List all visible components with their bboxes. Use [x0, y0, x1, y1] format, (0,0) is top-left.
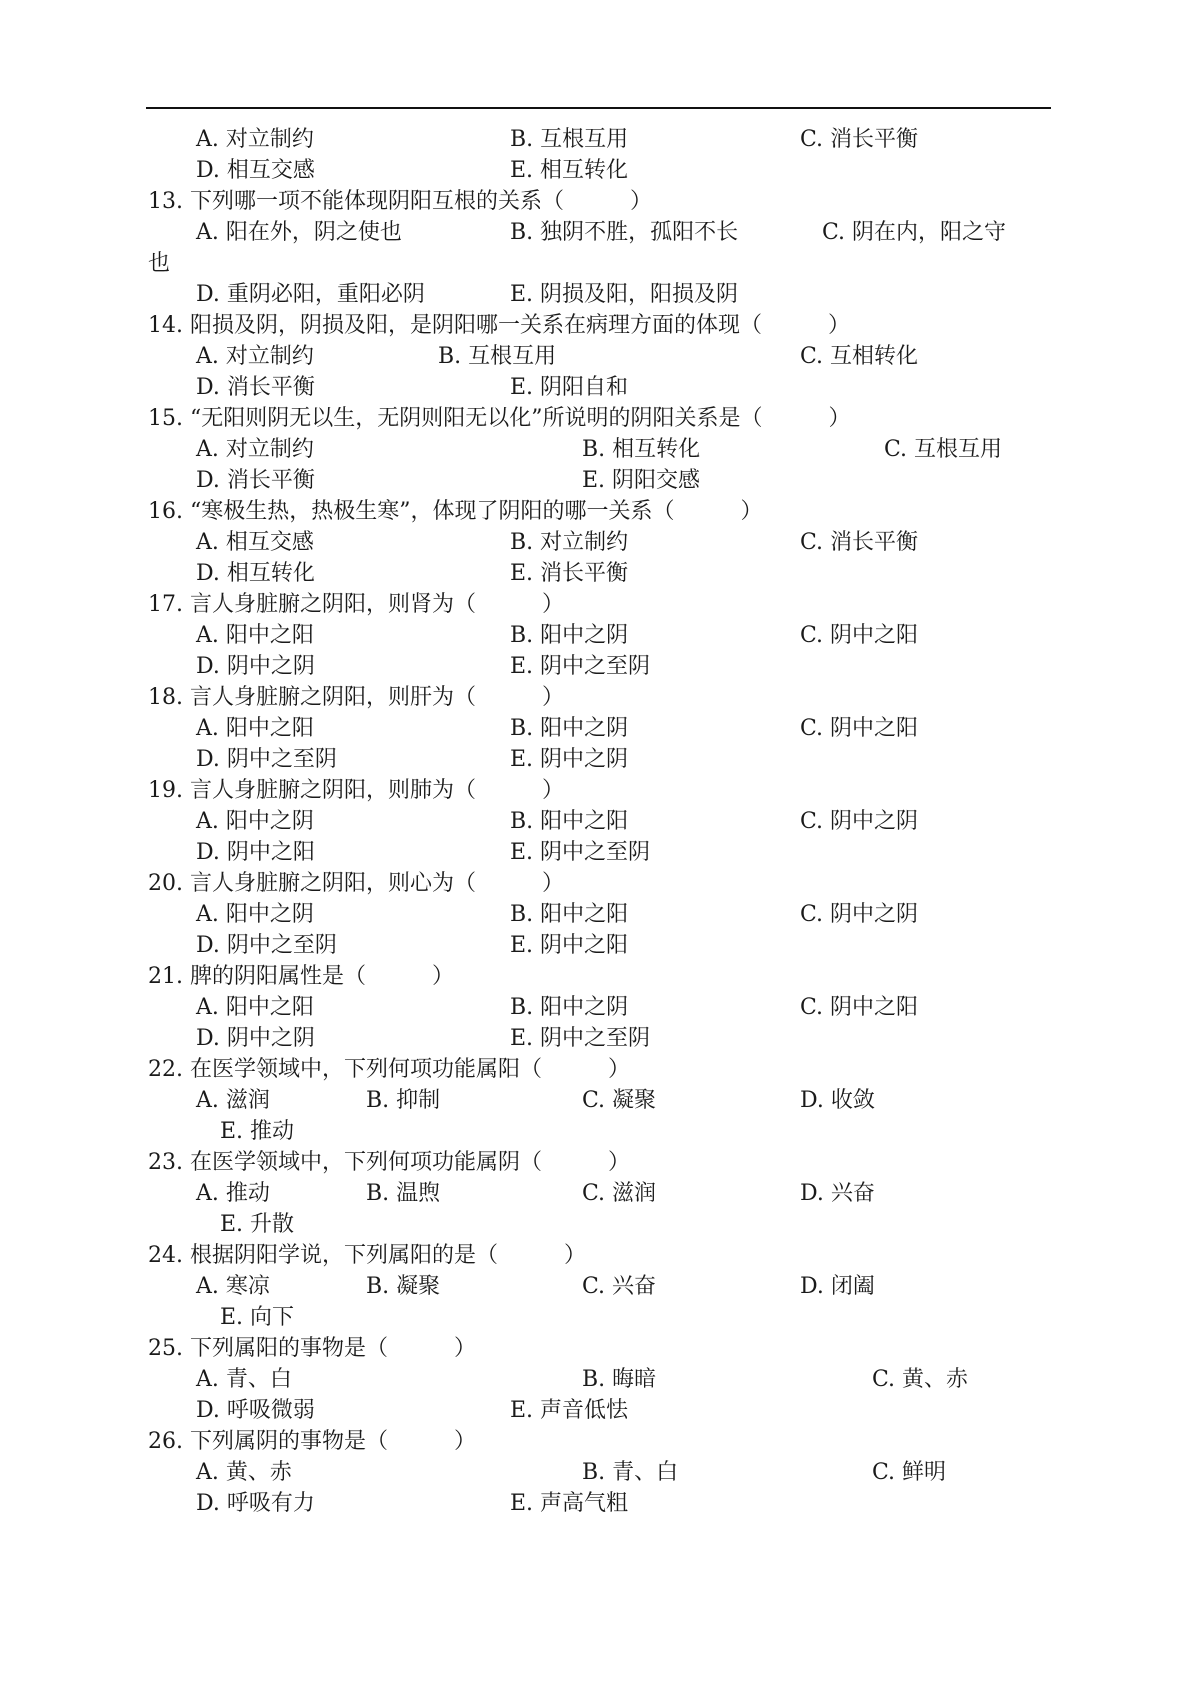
- q16-stem: 16. “寒极生热，热极生寒”，体现了阴阳的哪一关系（ ）: [148, 499, 763, 524]
- q20-option-b: B. 阳中之阳: [510, 902, 629, 927]
- header-rule: [146, 107, 1051, 109]
- q12-option-a: A. 对立制约: [196, 127, 314, 152]
- q22-option-b: B. 抑制: [366, 1088, 441, 1113]
- q14-stem: 14. 阳损及阴，阴损及阳，是阴阳哪一关系在病理方面的体现（ ）: [148, 313, 850, 338]
- q24-option-a: A. 寒凉: [196, 1274, 270, 1299]
- q18-option-d: D. 阴中之至阴: [196, 747, 337, 772]
- q26-option-b: B. 青、白: [582, 1460, 679, 1485]
- q16-option-e: E. 消长平衡: [510, 561, 629, 586]
- q21-option-d: D. 阴中之阴: [196, 1026, 315, 1051]
- q18-option-e: E. 阴中之阴: [510, 747, 629, 772]
- q13-option-c: C. 阴在内，阳之守: [822, 220, 1007, 245]
- q19-option-c: C. 阴中之阴: [800, 809, 919, 834]
- q14-option-e: E. 阴阳自和: [510, 375, 629, 400]
- q20-option-c: C. 阴中之阴: [800, 902, 919, 927]
- q13-option-b: B. 独阴不胜，孤阳不长: [510, 220, 739, 245]
- q22-option-d: D. 收敛: [800, 1088, 875, 1113]
- q20-option-a: A. 阳中之阴: [196, 902, 314, 927]
- q18-option-b: B. 阳中之阴: [510, 716, 629, 741]
- q26-option-e: E. 声高气粗: [510, 1491, 629, 1516]
- q22-option-e: E. 推动: [220, 1119, 295, 1144]
- q26-option-d: D. 呼吸有力: [196, 1491, 315, 1516]
- q12-option-b: B. 互根互用: [510, 127, 629, 152]
- q15-option-e: E. 阴阳交感: [582, 468, 701, 493]
- q12-option-d: D. 相互交感: [196, 158, 315, 183]
- q16-option-d: D. 相互转化: [196, 561, 315, 586]
- q18-option-c: C. 阴中之阳: [800, 716, 919, 741]
- q21-option-a: A. 阳中之阳: [196, 995, 314, 1020]
- q17-stem: 17. 言人身脏腑之阴阳，则肾为（ ）: [148, 592, 564, 617]
- q19-option-d: D. 阴中之阳: [196, 840, 315, 865]
- q25-option-e: E. 声音低怯: [510, 1398, 629, 1423]
- q13-option-c-wrap: 也: [148, 251, 171, 276]
- q15-option-a: A. 对立制约: [196, 437, 314, 462]
- q24-option-e: E. 向下: [220, 1305, 295, 1330]
- q23-option-b: B. 温煦: [366, 1181, 441, 1206]
- q25-option-a: A. 青、白: [196, 1367, 292, 1392]
- q25-stem: 25. 下列属阳的事物是（ ）: [148, 1336, 476, 1361]
- q22-option-c: C. 凝聚: [582, 1088, 657, 1113]
- q21-option-c: C. 阴中之阳: [800, 995, 919, 1020]
- q21-option-e: E. 阴中之至阴: [510, 1026, 651, 1051]
- q16-option-a: A. 相互交感: [196, 530, 314, 555]
- q20-stem: 20. 言人身脏腑之阴阳，则心为（ ）: [148, 871, 564, 896]
- q25-option-c: C. 黄、赤: [872, 1367, 969, 1392]
- q17-option-b: B. 阳中之阴: [510, 623, 629, 648]
- q23-option-d: D. 兴奋: [800, 1181, 875, 1206]
- q15-option-d: D. 消长平衡: [196, 468, 315, 493]
- q19-option-a: A. 阳中之阴: [196, 809, 314, 834]
- q24-option-b: B. 凝聚: [366, 1274, 441, 1299]
- q18-stem: 18. 言人身脏腑之阴阳，则肝为（ ）: [148, 685, 564, 710]
- q17-option-a: A. 阳中之阳: [196, 623, 314, 648]
- q23-option-a: A. 推动: [196, 1181, 270, 1206]
- q13-option-d: D. 重阴必阳，重阳必阴: [196, 282, 425, 307]
- q25-option-d: D. 呼吸微弱: [196, 1398, 315, 1423]
- q15-option-b: B. 相互转化: [582, 437, 701, 462]
- q19-option-b: B. 阳中之阳: [510, 809, 629, 834]
- q24-option-d: D. 闭阖: [800, 1274, 875, 1299]
- q13-option-e: E. 阴损及阳，阳损及阴: [510, 282, 739, 307]
- q12-option-c: C. 消长平衡: [800, 127, 919, 152]
- q14-option-a: A. 对立制约: [196, 344, 314, 369]
- q25-option-b: B. 晦暗: [582, 1367, 657, 1392]
- q24-stem: 24. 根据阴阳学说，下列属阳的是（ ）: [148, 1243, 586, 1268]
- q16-option-c: C. 消长平衡: [800, 530, 919, 555]
- q20-option-d: D. 阴中之至阴: [196, 933, 337, 958]
- q13-option-a: A. 阳在外，阴之使也: [196, 220, 402, 245]
- q15-stem: 15. “无阳则阴无以生，无阴则阳无以化”所说明的阴阳关系是（ ）: [148, 406, 851, 431]
- q19-option-e: E. 阴中之至阴: [510, 840, 651, 865]
- q14-option-d: D. 消长平衡: [196, 375, 315, 400]
- q24-option-c: C. 兴奋: [582, 1274, 657, 1299]
- q14-option-c: C. 互相转化: [800, 344, 919, 369]
- q23-option-c: C. 滋润: [582, 1181, 657, 1206]
- q26-option-c: C. 鲜明: [872, 1460, 947, 1485]
- q23-stem: 23. 在医学领域中，下列何项功能属阴（ ）: [148, 1150, 630, 1175]
- q20-option-e: E. 阴中之阳: [510, 933, 629, 958]
- q18-option-a: A. 阳中之阳: [196, 716, 314, 741]
- q17-option-e: E. 阴中之至阴: [510, 654, 651, 679]
- q14-option-b: B. 互根互用: [438, 344, 557, 369]
- q12-option-e: E. 相互转化: [510, 158, 629, 183]
- q22-option-a: A. 滋润: [196, 1088, 270, 1113]
- q15-option-c: C. 互根互用: [884, 437, 1003, 462]
- q26-option-a: A. 黄、赤: [196, 1460, 292, 1485]
- q17-option-d: D. 阴中之阴: [196, 654, 315, 679]
- q19-stem: 19. 言人身脏腑之阴阳，则肺为（ ）: [148, 778, 564, 803]
- q26-stem: 26. 下列属阴的事物是（ ）: [148, 1429, 476, 1454]
- q16-option-b: B. 对立制约: [510, 530, 629, 555]
- q17-option-c: C. 阴中之阳: [800, 623, 919, 648]
- q21-stem: 21. 脾的阴阳属性是（ ）: [148, 964, 454, 989]
- q22-stem: 22. 在医学领域中，下列何项功能属阳（ ）: [148, 1057, 630, 1082]
- q23-option-e: E. 升散: [220, 1212, 295, 1237]
- q13-stem: 13. 下列哪一项不能体现阴阳互根的关系（ ）: [148, 189, 652, 214]
- q21-option-b: B. 阳中之阴: [510, 995, 629, 1020]
